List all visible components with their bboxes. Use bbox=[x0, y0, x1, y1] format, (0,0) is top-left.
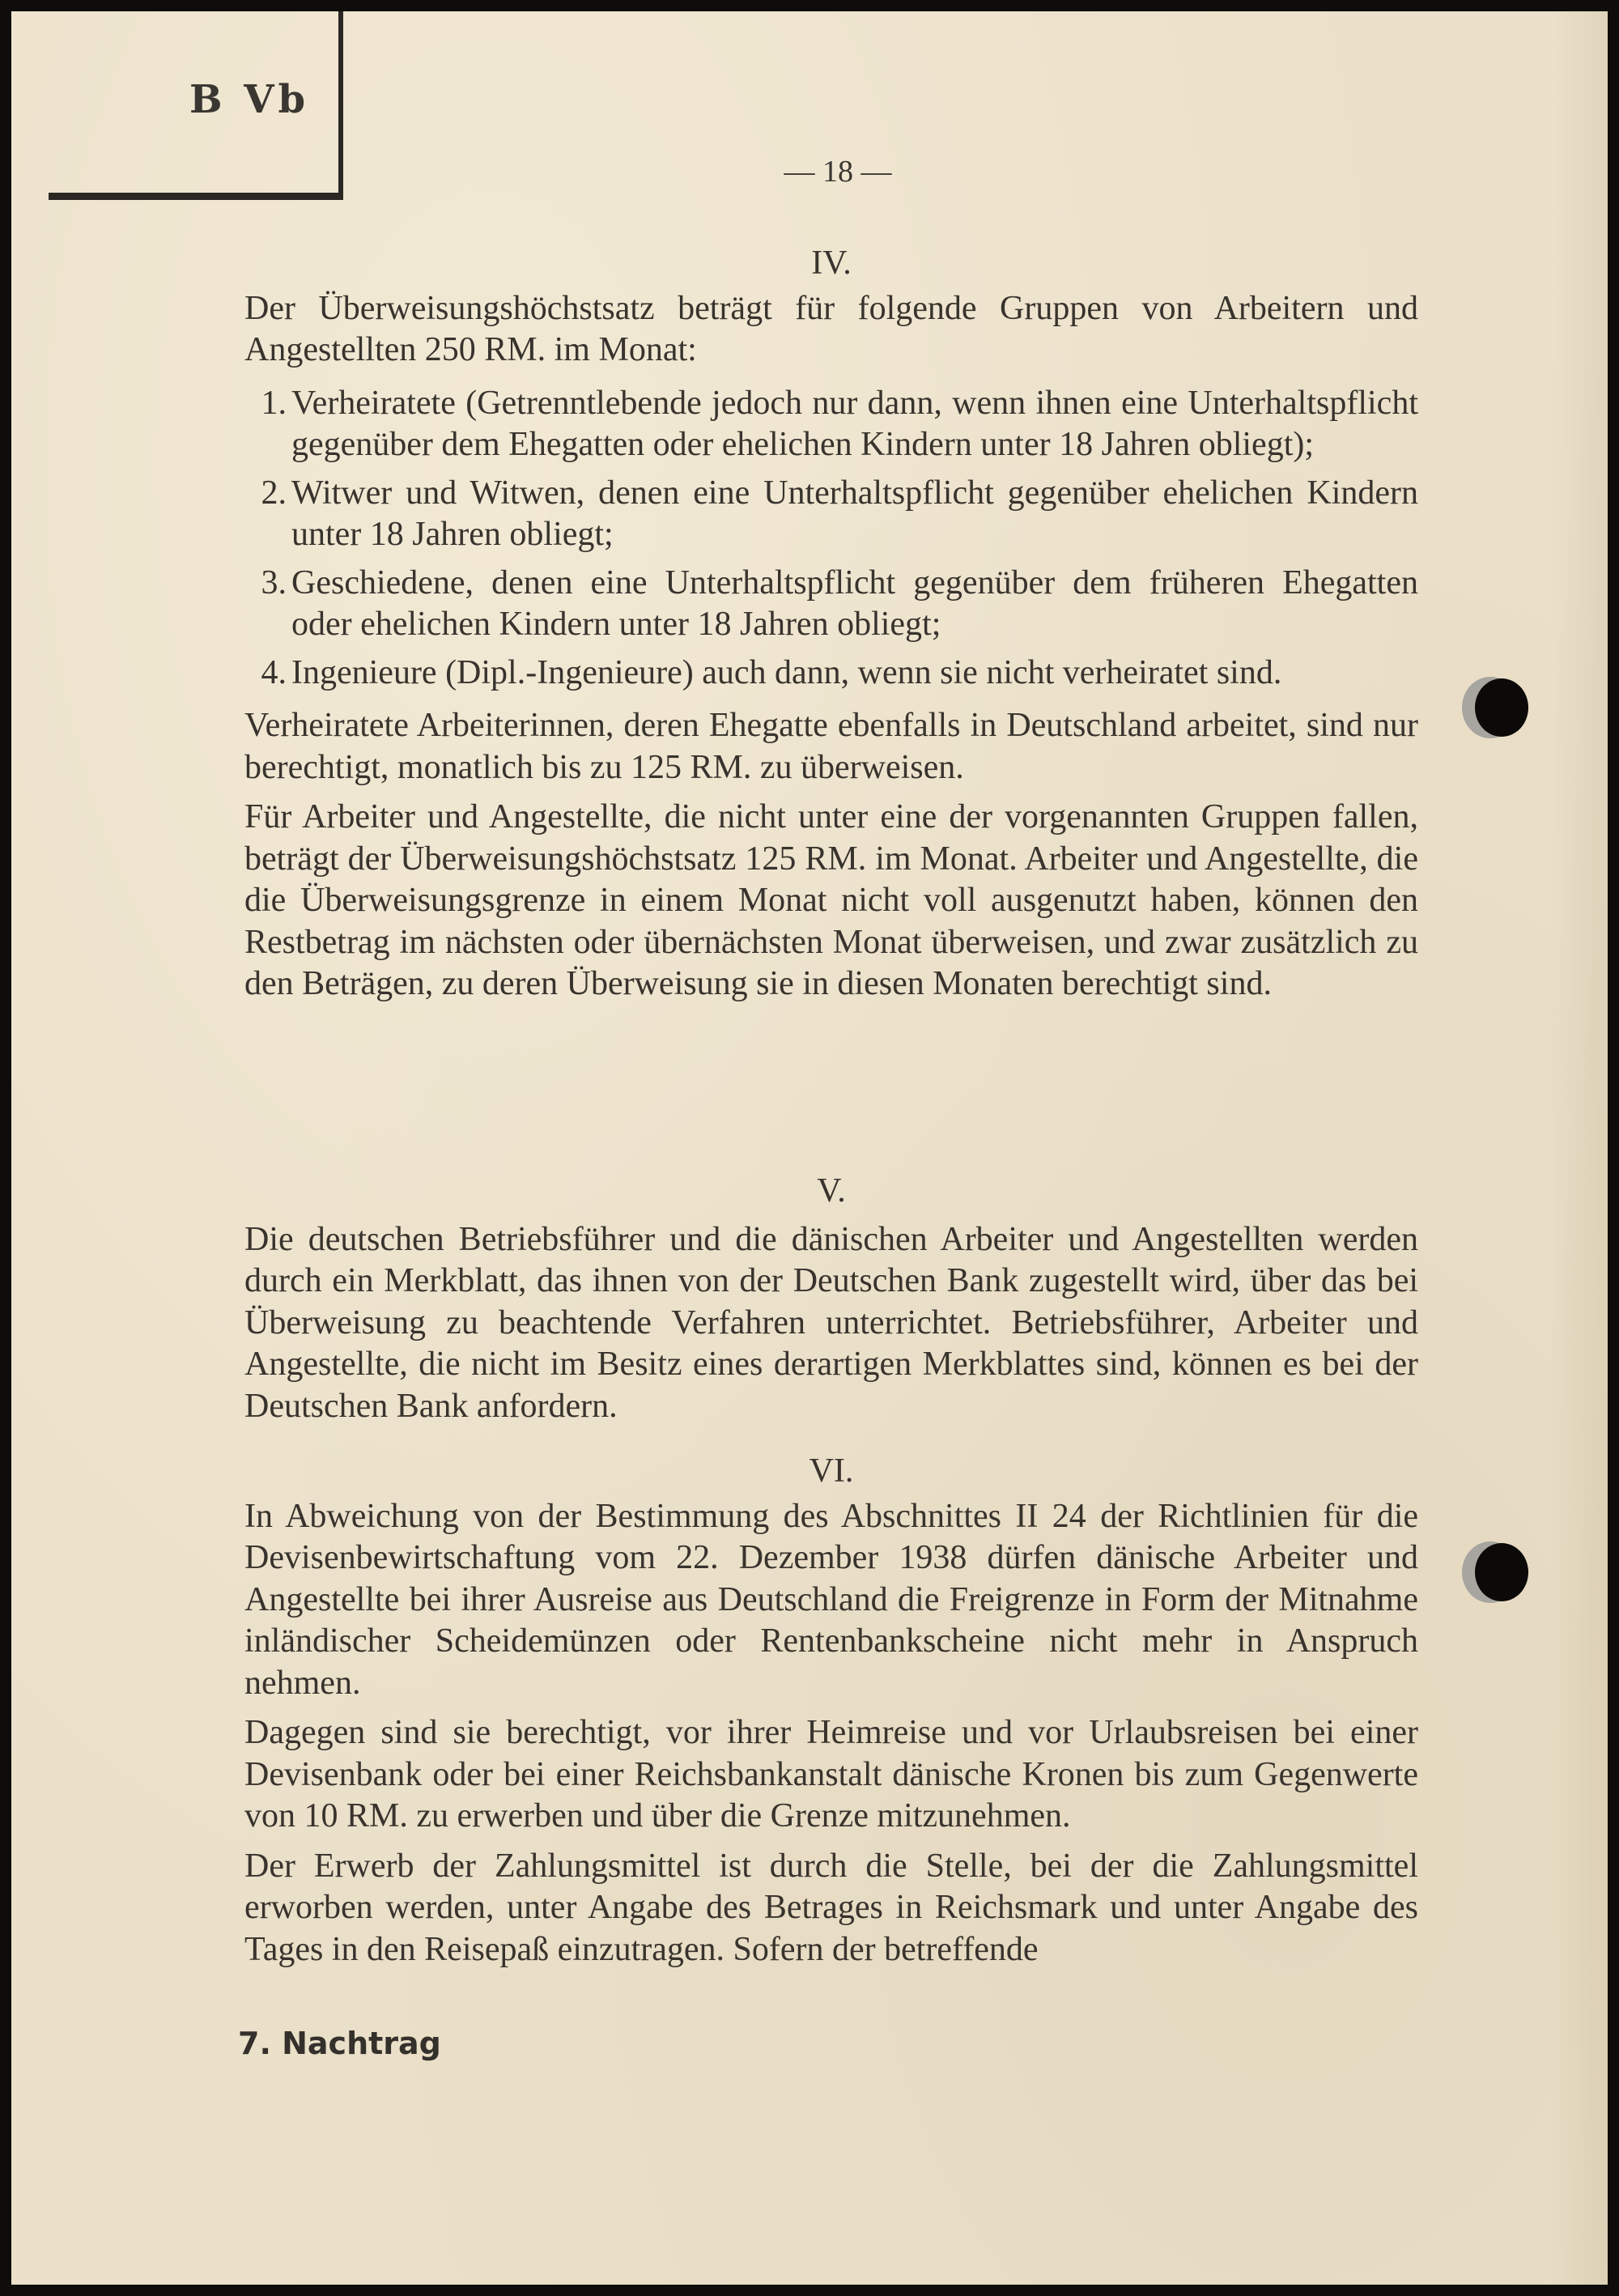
list-text: Witwer und Witwen, denen eine Unterhaltspflicht gegenüber ehelichen Kindern unter 18 Jahren obliegt; bbox=[291, 474, 1418, 553]
list-text: Geschiedene, denen eine Unterhaltspflicht gegenüber dem früheren Ehegatten oder ehelichen Kindern unter 18 Jahren obliegt; bbox=[291, 563, 1418, 643]
corner-label: B Vb bbox=[189, 77, 310, 122]
page-number: — 18 — bbox=[784, 155, 892, 189]
list-number: 2. bbox=[261, 474, 287, 512]
section-vi bbox=[244, 1451, 1418, 1971]
paragraph: In Abweichung von der Bestimmung des Abschnittes II 24 der Richtlinien für die Devisenbewirtschaftung vom 22. Dezember 1938 dürfen dänische Arbeiter und Angestellte bei ihrer Ausreise aus Deutschland die Freigrenze in Form der Mitnahme inländischer Scheidemünzen oder Rentenbankscheine nicht mehr in Anspruch nehmen. bbox=[244, 1497, 1418, 1702]
paragraph: Verheiratete Arbeiterinnen, deren Ehegatte ebenfalls in Deutschland arbeitet, sind nur berechtigt, monatlich bis zu 125 RM. zu überweisen. bbox=[244, 707, 1418, 786]
list-number: 4. bbox=[261, 653, 287, 691]
punch-hole bbox=[1475, 1543, 1528, 1601]
list-item bbox=[244, 653, 1418, 695]
list-item bbox=[244, 473, 1418, 556]
list-text: Ingenieure (Dipl.-Ingenieure) auch dann, wenn sie nicht verheiratet sind. bbox=[291, 653, 1282, 691]
list-number: 3. bbox=[261, 563, 287, 602]
supplement-label: 7. Nachtrag bbox=[238, 2026, 441, 2061]
page-edge-shadow bbox=[1551, 11, 1608, 2285]
list-item bbox=[244, 563, 1418, 646]
paragraph: Die deutschen Betriebsführer und die dänischen Arbeiter und Angestellten werden durch ein Merkblatt, das ihnen von der Deutschen Bank zugestellt wird, über das bei Überweisung zu beachtende Verfahren unterrichtet. Betriebsführer, Arbeiter und Angestellte, die nicht im Besitz eines derartigen Merkblattes sind, können es bei der Deutschen Bank anfordern. bbox=[244, 1220, 1418, 1425]
section-heading: IV. bbox=[811, 244, 852, 282]
paragraph: Für Arbeiter und Angestellte, die nicht unter eine der vorgenannten Gruppen fallen, beträgt der Überweisungshöchstsatz 125 RM. im Monat. Arbeiter und Angestellte, die die Überweisungsgrenze in einem Monat nicht voll ausgenutzt haben, können den Restbetrag im nächsten oder übernächsten Monat überweisen, und zwar zusätzlich zu den Beträgen, zu deren Überweisung sie in diesen Monaten berechtigt sind. bbox=[244, 798, 1418, 1002]
list-text: Verheiratete (Getrenntlebende jedoch nur dann, wenn ihnen eine Unterhaltspflicht gegenüber dem Ehegatten oder ehelichen Kindern unter 18 Jahren obliegt); bbox=[291, 384, 1418, 463]
section-v bbox=[244, 1171, 1418, 1427]
section-iv-intro: Der Überweisungshöchstsatz beträgt für folgende Gruppen von Arbeitern und Angestellten 250 RM. im Monat: bbox=[244, 289, 1418, 368]
paragraph: Dagegen sind sie berechtigt, vor ihrer Heimreise und vor Urlaubsreisen bei einer Devisenbank oder bei einer Reichsbankanstalt dänische Kronen bis zum Gegenwerte von 10 RM. zu erwerben und über die Grenze mitzunehmen. bbox=[244, 1714, 1418, 1835]
section-heading: V. bbox=[817, 1172, 846, 1210]
groups-list bbox=[244, 383, 1418, 695]
punch-hole bbox=[1475, 678, 1528, 737]
section-heading: VI. bbox=[809, 1452, 854, 1490]
list-number: 1. bbox=[261, 384, 287, 422]
paragraph: Der Erwerb der Zahlungsmittel ist durch die Stelle, bei der die Zahlungsmittel erworben werden, unter Angabe des Betrages in Reichsmark und unter Angabe des Tages in den Reisepaß einzutragen. Sofern der betreffende bbox=[244, 1847, 1418, 1968]
section-iv bbox=[244, 243, 1418, 1006]
list-item bbox=[244, 383, 1418, 466]
